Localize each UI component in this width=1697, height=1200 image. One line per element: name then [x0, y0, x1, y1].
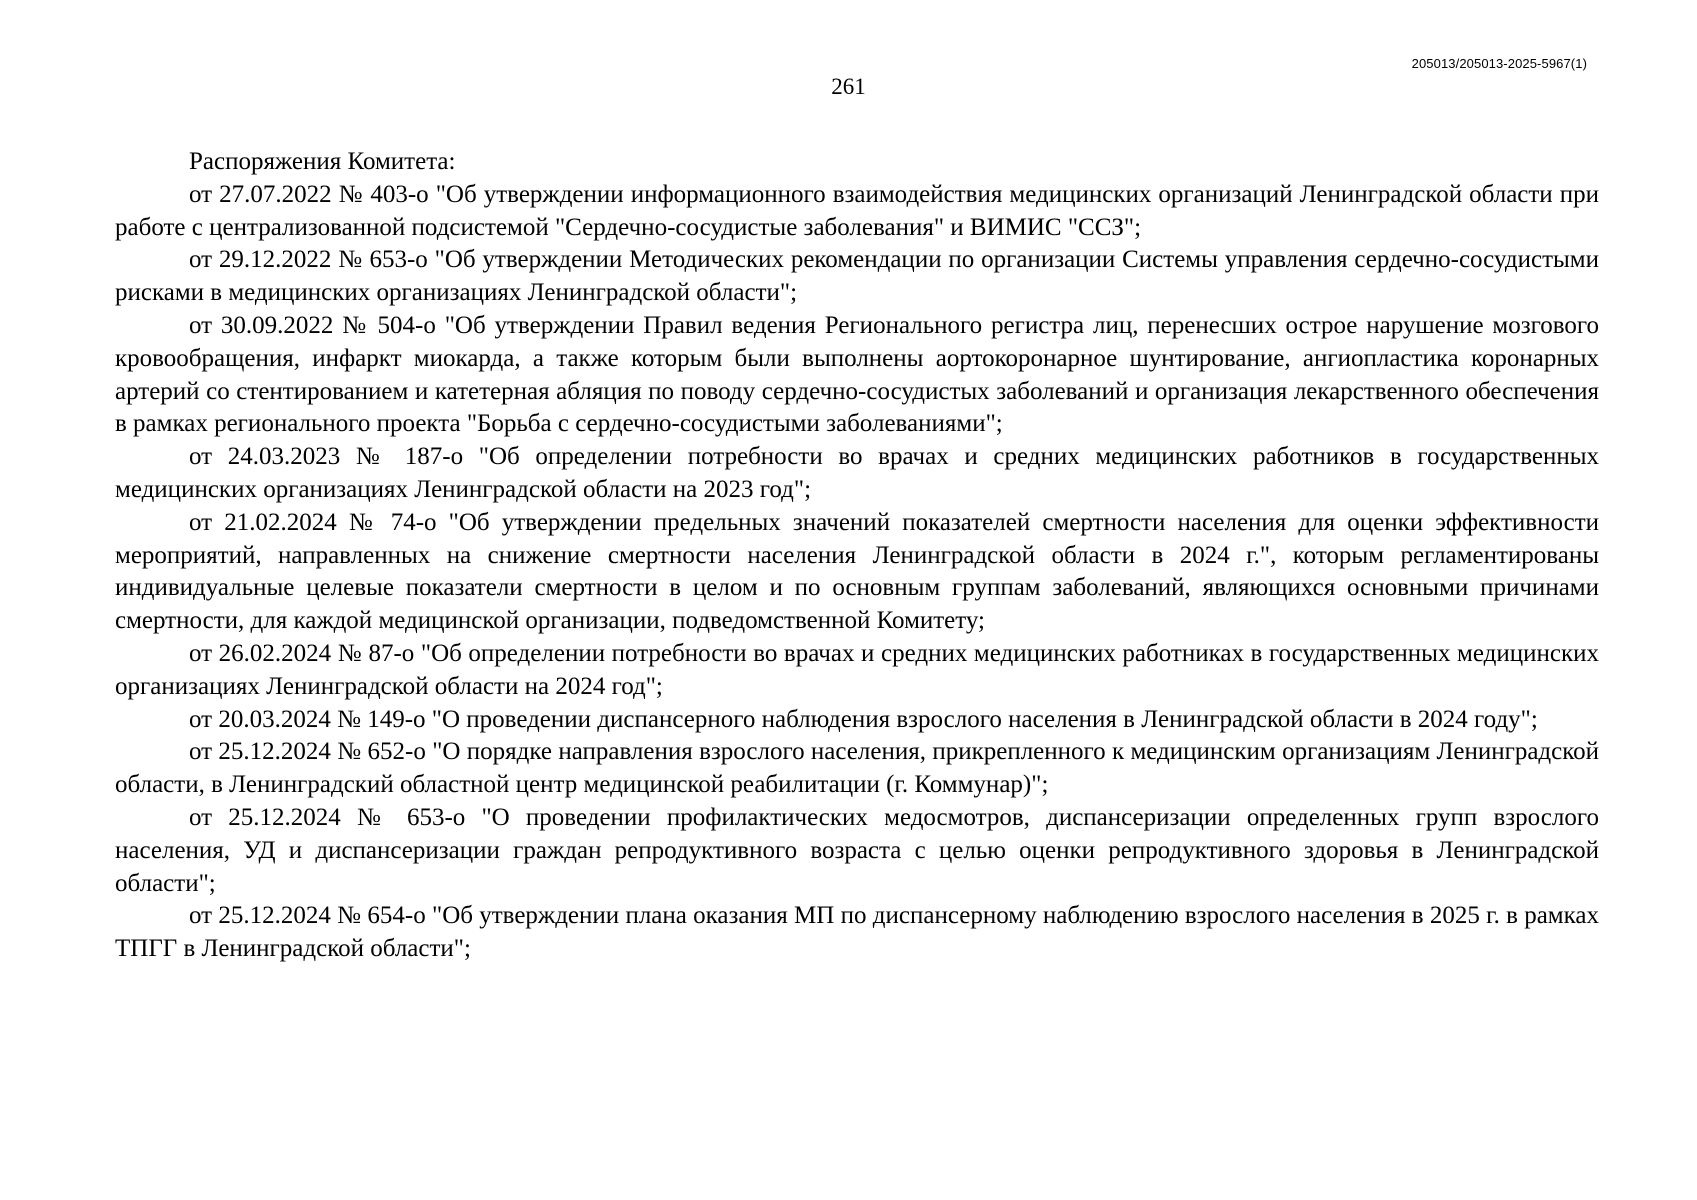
- order-item-5: от 21.02.2024 № 74-о "Об утверждении предельных значений показателей смертности населения для оценки эффективности мероприятий, направленных на снижение смертности населения Ленинградской области в 2024 г.", которым регламентированы индивидуальные целевые показатели смертности в целом и по основным группам заболеваний, являющихся основными причинами смертности, для каждой медицинской организации, подведомственной Комитету;: [115, 508, 1599, 635]
- order-item-4: от 24.03.2023 № 187-о "Об определении потребности во врачах и средних медицинских работников в государственных медицинских организациях Ленинградской области на 2023 год";: [115, 443, 1599, 503]
- order-item-1: от 27.07.2022 № 403-о "Об утверждении информационного взаимодействия медицинских организаций Ленинградской области при работе с централизованной подсистемой "Сердечно-сосудистые заболевания" и ВИМИС "ССЗ";: [115, 180, 1599, 241]
- order-item-6: от 26.02.2024 № 87-о "Об определении потребности во врачах и средних медицинских работниках в государственных медицинских организациях Ленинградской области на 2024 год";: [115, 639, 1599, 700]
- document-body: [115, 146, 1599, 966]
- order-item-2: от 29.12.2022 № 653-о "Об утверждении Методических рекомендации по организации Системы управления сердечно-сосудистыми рисками в медицинских организациях Ленинградской области";: [115, 246, 1599, 307]
- order-item-7: от 20.03.2024 № 149-о "О проведении диспансерного наблюдения взрослого населения в Ленинградской области в 2024 году";: [189, 705, 1538, 733]
- section-heading: Распоряжения Комитета:: [189, 148, 456, 175]
- order-item-9: от 25.12.2024 № 653-о "О проведении профилактических медосмотров, диспансеризации определенных групп взрослого населения, УД и диспансеризации граждан репродуктивного возраста с целью оценки репродуктивного здоровья в Ленинградской области";: [115, 803, 1599, 897]
- order-item-8: от 25.12.2024 № 652-о "О порядке направления взрослого населения, прикрепленного к медицинским организациям Ленинградской области, в Ленинградский областной центр медицинской реабилитации (г. Коммунар)";: [115, 738, 1599, 799]
- document-id: 205013/205013-2025-5967(1): [1411, 56, 1587, 71]
- order-item-10: от 25.12.2024 № 654-о "Об утверждении плана оказания МП по диспансерному наблюдению взрослого населения в 2025 г. в рамках ТПГГ в Ленинградской области";: [115, 902, 1599, 963]
- order-item-3: от 30.09.2022 № 504-о "Об утверждении Правил ведения Регионального регистра лиц, перенесших острое нарушение мозгового кровообращения, инфаркт миокарда, а также которым были выполнены аортокоронарное шунтирование, ангиопластика коронарных артерий со стентированием и катетерная абляция по поводу сердечно-сосудистых заболеваний и организация лекарственного обеспечения в рамках регионального проекта "Борьба с сердечно-сосудистыми заболеваниями";: [115, 311, 1599, 438]
- page-number: 261: [831, 74, 866, 99]
